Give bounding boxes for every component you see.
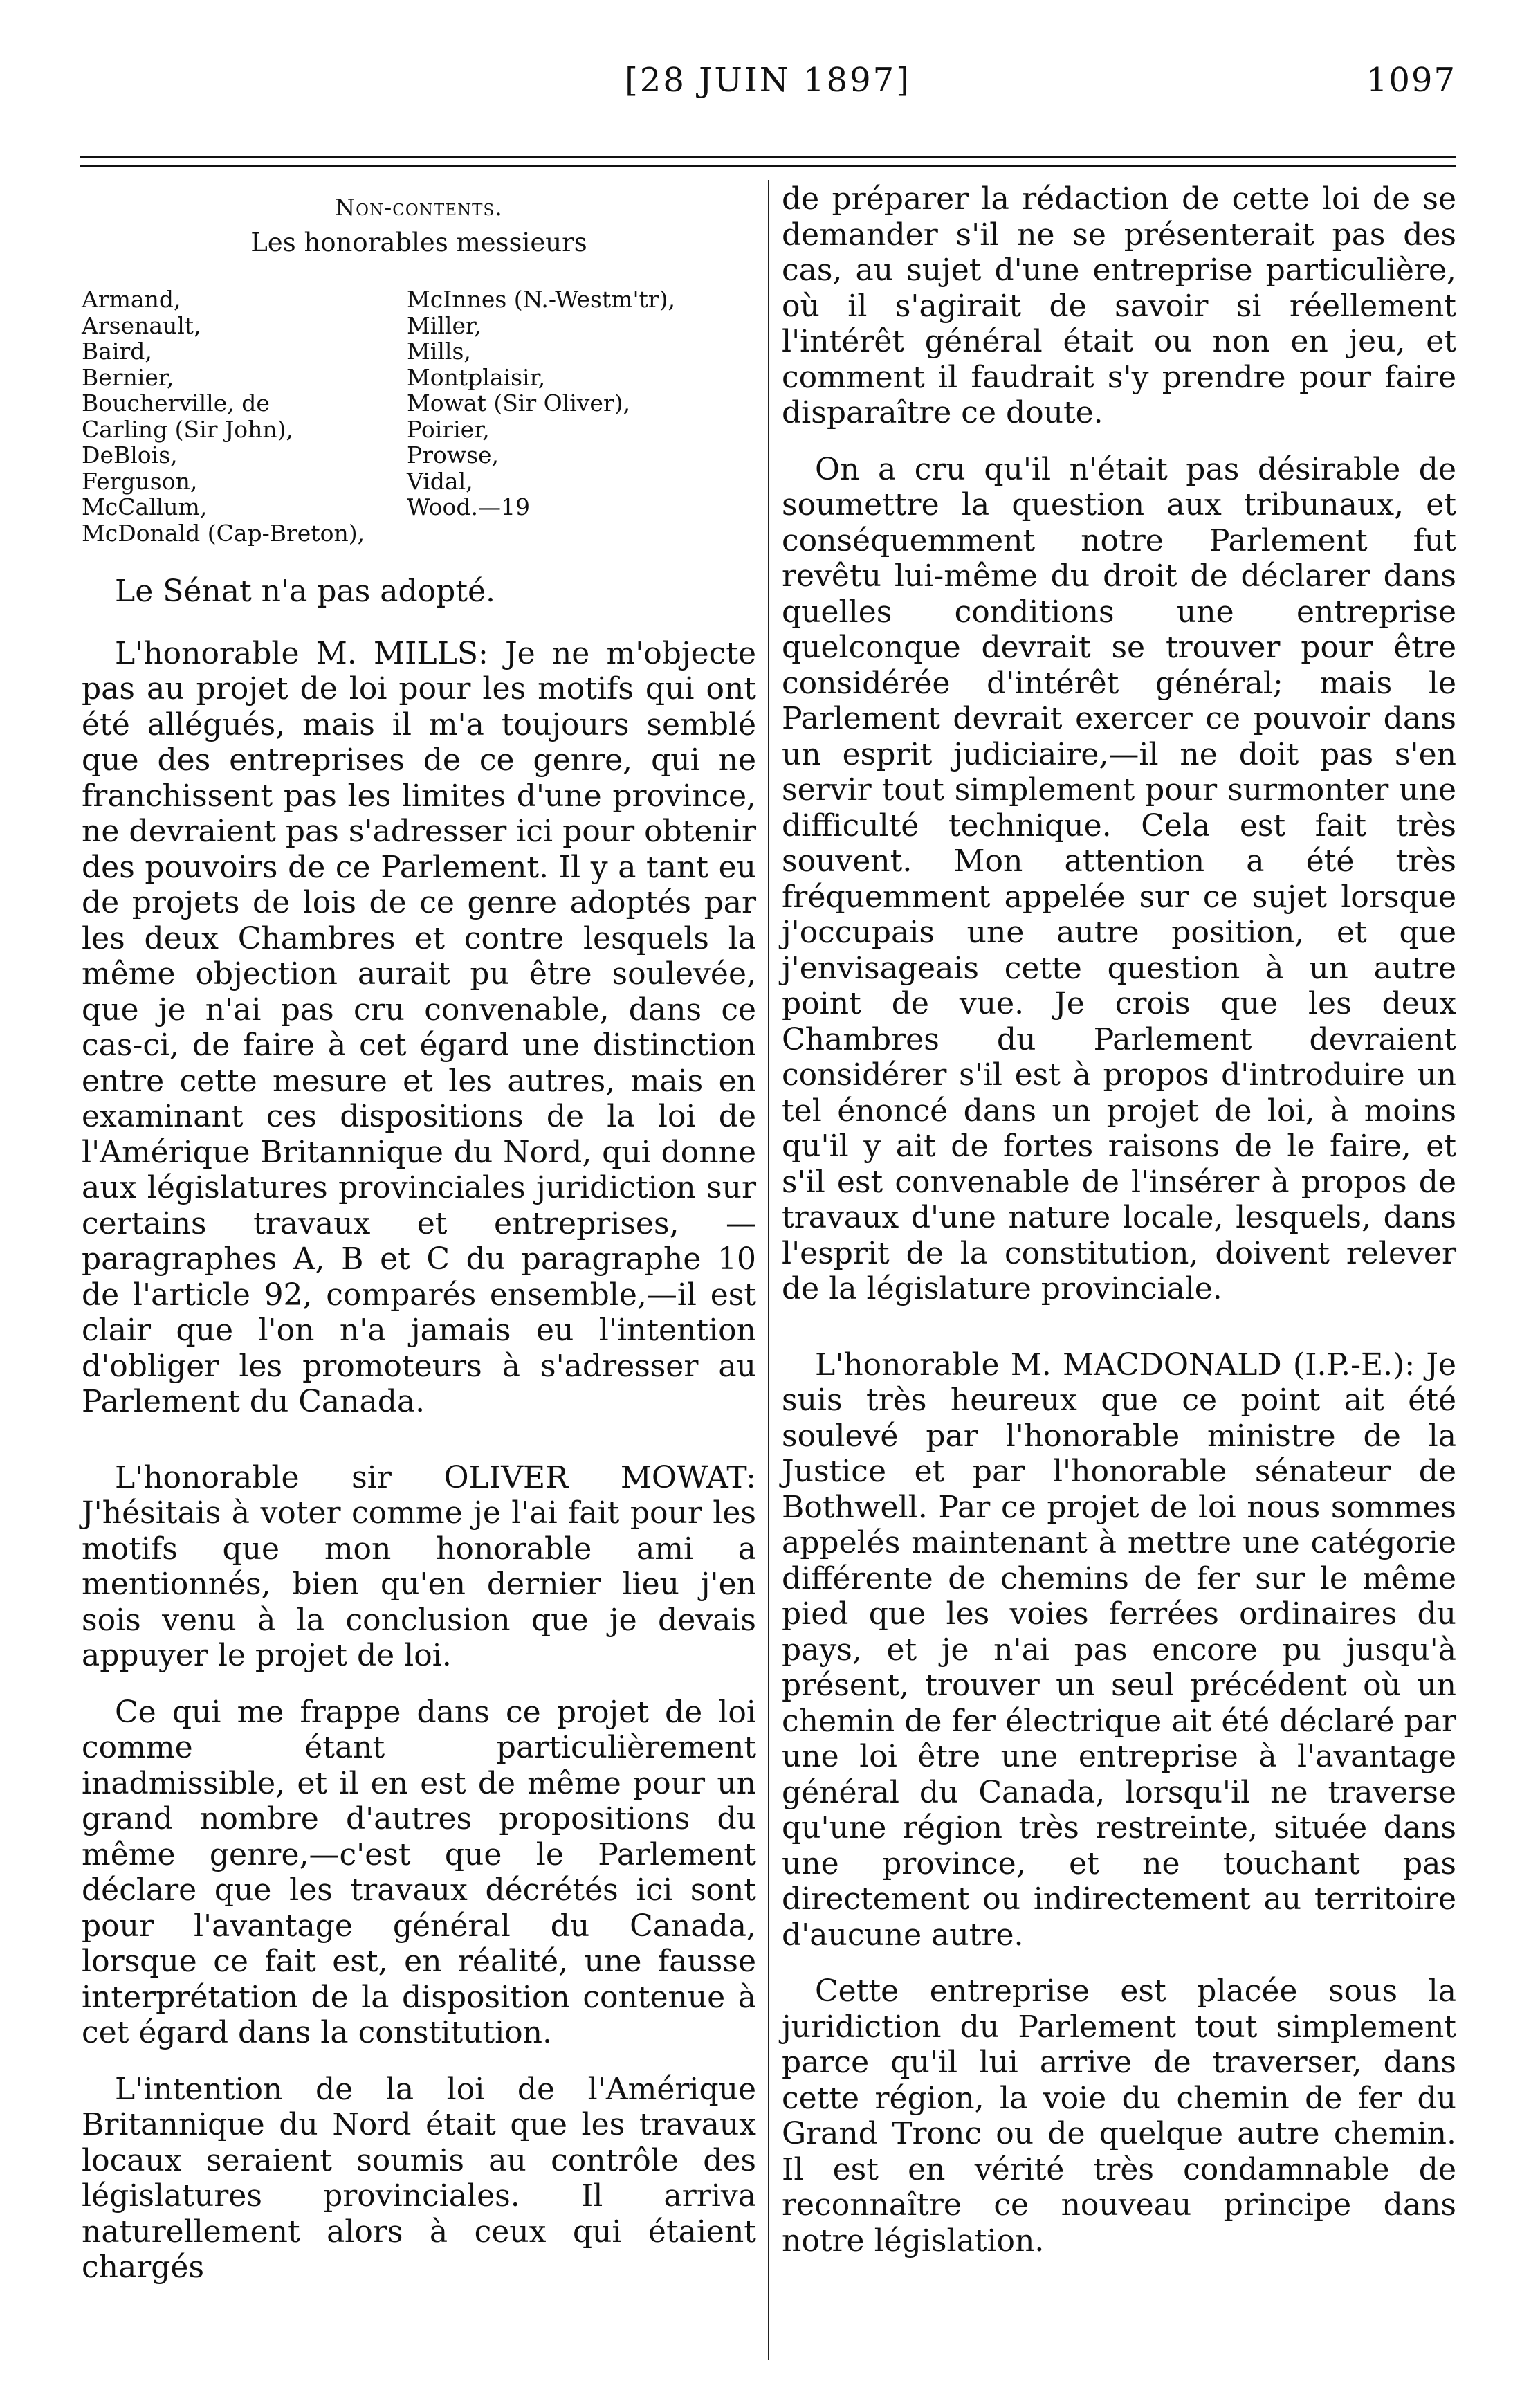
left-column	[82, 181, 756, 2286]
senator-name: McDonald (Cap-Breton),	[82, 519, 365, 547]
senator-name: Ferguson,	[82, 467, 198, 495]
senator-name: Baird,	[82, 338, 152, 365]
column-divider	[768, 180, 769, 2360]
header-rule-top	[80, 156, 1456, 158]
speech-mowat: L'honorable sir OLIVER MOWAT: J'hésitais à voter comme je l'ai fait pour les motifs que mon honorable ami a mentionnés, bien qu'en dernier lieu j'en sois venu à la conclusion que je devais appuyer le projet de loi.	[82, 1459, 756, 1673]
speech-mills: L'honorable M. MILLS: Je ne m'objecte pas au projet de loi pour les motifs qui ont été allégués, mais il m'a toujours semblé que des entreprises de ce genre, qui ne franchissent pas les limites d'une province, ne devraient pas s'adresser ici pour obtenir des pouvoirs de ce Parlement. Il y a tant eu de projets de lois de ce genre adoptés par les deux Chambres et contre lesquels la même objection aurait pu être soulevée, que je n'ai pas cru convenable, dans ce cas-ci, de faire à cet égard une distinction entre cette mesure et les autres, mais en examinant ces dispositions de la loi de l'Amérique Britannique du Nord, qui donne aux législatures provinciales juridiction sur certains travaux et entreprises, —paragraphes A, B et C du paragraphe 10 de l'article 92, comparés ensemble,—il est clair que l'on n'a jamais eu l'intention d'obliger les promoteurs à s'adresser au Parlement du Canada.	[82, 635, 756, 1419]
vote-heading: Non-contents.	[335, 194, 503, 221]
page-header	[80, 61, 1456, 116]
paragraph: Ce qui me frappe dans ce projet de loi comme étant particulièrement inadmissible, et il en est de même pour un grand nombre d'autres propositions du même genre,—c'est que le Parlement déclare que les travaux décrétés ici sont pour l'avantage général du Canada, lorsque ce fait est, en réalité, une fausse interprétation de la disposition contenue à cet égard dans la constitution.	[82, 1694, 756, 2050]
senator-name: Boucherville, de	[82, 390, 270, 417]
senator-name: McCallum,	[82, 493, 208, 520]
paragraph-continued: de préparer la rédaction de cette loi de se demander s'il ne se présenterait pas des cas, au sujet d'une entreprise particulière, où il s'agirait de savoir si réellement l'intérêt général était ou non en jeu, et comment il faudrait s'y prendre pour faire disparaître ce doute.	[782, 181, 1456, 430]
senator-name: Wood.—19	[407, 493, 531, 520]
senator-name: Mowat (Sir Oliver),	[407, 390, 631, 417]
speech-macdonald: L'honorable M. MACDONALD (I.P.-E.): Je suis très heureux que ce point ait été soulevé par l'honorable ministre de la Justice et par l'honorable sénateur de Bothwell. Par ce projet de loi nous sommes appelés maintenant à mettre une catégorie différente de chemins de fer sur le même pied que les voies ferrées ordinaires du pays, et je n'ai pas encore pu jusqu'à présent, trouver un seul précédent où un chemin de fer électrique ait été déclaré par une loi être une entreprise à l'avantage général du Canada, lorsqu'il ne traverse qu'une région très restreinte, située dans une province, et ne touchant pas directement ou indirectement au territoire d'aucune autre.	[782, 1347, 1456, 1953]
senator-name: Arsenault,	[82, 311, 201, 339]
header-date: [28 JUIN 1897]	[625, 61, 911, 100]
senator-name: Miller,	[407, 311, 482, 339]
page-number: 1097	[1366, 61, 1456, 100]
names-right-column	[407, 286, 756, 546]
paragraph: L'intention de la loi de l'Amérique Britannique du Nord était que les travaux locaux seraient soumis au contrôle des législatures provinciales. Il arriva naturellement alors à ceux qui étaient chargés	[82, 2071, 756, 2285]
senator-name: Carling (Sir John),	[82, 415, 293, 443]
senator-name: McInnes (N.-Westm'tr),	[407, 286, 675, 313]
senator-name: Montplaisir,	[407, 363, 546, 391]
senator-name: Bernier,	[82, 363, 174, 391]
paragraph: Cette entreprise est placée sous la juridiction du Parlement tout simplement parce qu'il lui arrive de traverser, dans cette région, la voie du chemin de fer du Grand Tronc ou de quelque autre chemin. Il est en vérité très condamnable de reconnaître ce nouveau principe dans notre législation.	[782, 1973, 1456, 2259]
senator-name: Poirier,	[407, 415, 490, 443]
header-rule-bottom	[80, 165, 1456, 167]
senator-name: Mills,	[407, 338, 471, 365]
right-column	[782, 181, 1456, 2259]
senator-name: Prowse,	[407, 441, 499, 468]
vote-result: Le Sénat n'a pas adopté.	[115, 574, 496, 609]
vote-subheading: Les honorables messieurs	[250, 228, 587, 257]
names-left-column	[82, 286, 407, 546]
vote-name-list	[82, 286, 756, 546]
senator-name: Vidal,	[407, 467, 473, 495]
senator-name: DeBlois,	[82, 441, 178, 468]
paragraph: On a cru qu'il n'était pas désirable de soumettre la question aux tribunaux, et conséquemment notre Parlement fut revêtu lui-même du droit de déclarer dans quelles conditions une entreprise quelconque devrait se trouver pour être considérée d'intérêt général; mais le Parlement devrait exercer ce pouvoir dans un esprit judiciaire,—il ne doit pas s'en servir tout simplement pour surmonter une difficulté technique. Cela est fait très souvent. Mon attention a été très fréquemment appelée sur ce sujet lorsque j'occupais une autre position, et que j'envisageais cette question à un autre point de vue. Je crois que les deux Chambres du Parlement devraient considérer s'il est à propos d'introduire un tel énoncé dans un projet de loi, à moins qu'il y ait de fortes raisons de le faire, et s'il est convenable de l'insérer à propos de travaux d'une nature locale, lesquels, dans l'esprit de la constitution, doivent relever de la législature provinciale.	[782, 451, 1456, 1306]
senator-name: Armand,	[82, 286, 181, 313]
